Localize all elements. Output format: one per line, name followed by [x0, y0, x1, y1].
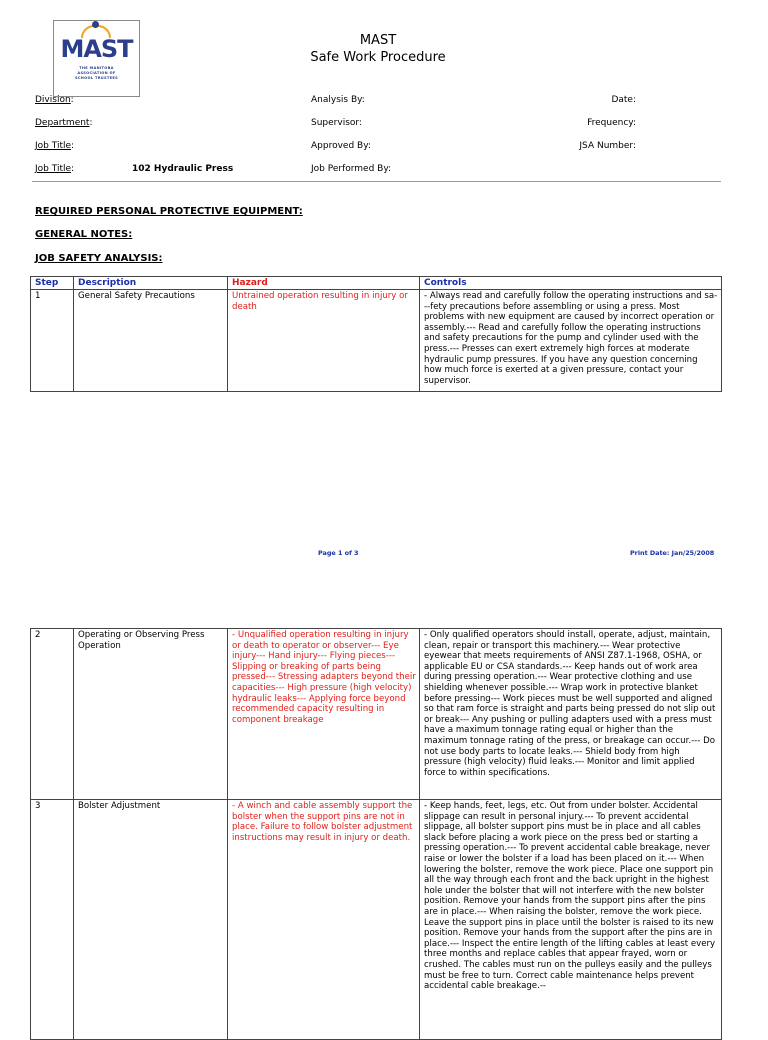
logo-wordmark: MAST [60, 35, 133, 63]
job-title-field: Job Title: [35, 141, 75, 151]
controls-cell: - Always read and carefully follow the operating instructions and sa---fety precautions before assembling or using a press. Most problems with new equipment are caused by incorrect operation or assembly.--- Read and carefully follow the operating instructions and safety precautions for the pump and cylinder used with the press.--- Presses can exert extremely high forces at moderate hydraulic pump pressures. If you have any question concerning how much force is exerted at a given pressure, contact your supervisor. [420, 290, 722, 392]
page-number: Page 1 of 3 [318, 549, 359, 557]
step-cell: 3 [31, 800, 74, 1040]
table-row [31, 629, 722, 800]
jsa-number-label: JSA Number: [579, 141, 636, 151]
document-org: MAST [359, 33, 397, 48]
print-date: Print Date: Jan/25/2008 [630, 549, 715, 557]
description-cell: Bolster Adjustment [74, 800, 228, 1040]
department-field: Department: [35, 118, 93, 128]
mast-logo [53, 20, 140, 97]
analysis-by-label: Analysis By: [311, 95, 365, 105]
table-header-row [31, 277, 722, 290]
supervisor-label: Supervisor: [311, 118, 362, 128]
document-title: Safe Work Procedure [310, 50, 446, 65]
frequency-label: Frequency: [587, 118, 636, 128]
hazard-cell: Untrained operation resulting in injury or death [228, 290, 420, 392]
hazard-column-header: Hazard [228, 277, 420, 290]
step-column-header: Step [31, 277, 74, 290]
general-notes-heading: GENERAL NOTES: [35, 229, 133, 240]
description-cell: General Safety Precautions [74, 290, 228, 392]
logo-dot-icon [92, 21, 99, 28]
date-label: Date: [611, 95, 636, 105]
approved-by-label: Approved By: [311, 141, 371, 151]
jsa-table-page-1 [30, 276, 722, 392]
description-column-header: Description [74, 277, 228, 290]
controls-cell: - Keep hands, feet, legs, etc. Out from under bolster. Accidental slippage can result in personal injury.--- To prevent accidental slippage, all bolster support pins must be in place and all cables slack before placing a work piece on the press bed or starting a pressing operation.--- To prevent accidental cable breakage, never raise or lower the bolster if a load has been placed on it.--- When lowering the bolster, remove the work piece. Place one support pin all the way through each front and the back upright in the highest hole under the bolster that will not interfere with the new bolster position. Remove your hands from the support pins after the pins are in place.--- When raising the bolster, remove the work piece. Leave the support pins in place until the bolster is raised to its new position. Remove your hands from the support after the pins are in place.--- Inspect the entire length of the lifting cables at least every three months and replace cables that appear frayed, worn or crushed. The cables must run on the pulleys easily and the pulleys must be free to turn. Correct cable maintenance helps prevent accidental cable breakage.-- [420, 800, 722, 1040]
job-title-value: 102 Hydraulic Press [132, 164, 234, 174]
jsa-heading: JOB SAFETY ANALYSIS: [35, 253, 163, 264]
job-title-field-2: Job Title: [35, 164, 75, 174]
description-cell: Operating or Observing Press Operation [74, 629, 228, 800]
jsa-table-page-2 [30, 628, 722, 1040]
job-performed-by-label: Job Performed By: [311, 164, 392, 174]
hazard-cell: - Unqualified operation resulting in injury or death to operator or observer--- Eye injury--- Hand injury--- Flying pieces--- Slipping or breaking of parts being pressed--- Stressing adapters beyond their capacities--- High pressure (high velocity) hydraulic leaks--- Applying force beyond recommended capacity resulting in component breakage [228, 629, 420, 800]
logo-tagline: THE MANITOBA ASSOCIATION OF SCHOOL TRUSTEES [74, 66, 119, 80]
controls-column-header: Controls [420, 277, 722, 290]
step-cell: 2 [31, 629, 74, 800]
hazard-cell: - A winch and cable assembly support the bolster when the support pins are not in place. Failure to follow bolster adjustment instructions may result in injury or death. [228, 800, 420, 1040]
ppe-heading: REQUIRED PERSONAL PROTECTIVE EQUIPMENT: [35, 206, 303, 217]
table-row [31, 290, 722, 392]
controls-cell: - Only qualified operators should install, operate, adjust, maintain, clean, repair or transport this machinery.--- Wear protective eyewear that meets requirements of ANSI Z87.1-1968, OSHA, or applicable EU or CSA standards.--- Keep hands out of work area during pressing operation.--- Wear protective clothing and use shielding whenever possible.--- Wrap work in protective blanket before pressing--- Work pieces must be well supported and aligned so that ram force is straight and parts being pressed do not slip out or break--- Any pushing or pulling adapters used with a press must have a maximum tonnage rating equal or higher than the maximum tonnage rating of the press, or breakage can occur.--- Do not use body parts to locate leaks.--- Shield body from high pressure (high velocity) fluid leaks.--- Monitor and limit applied force to within specifications. [420, 629, 722, 800]
header-divider [32, 181, 721, 182]
table-row [31, 800, 722, 1040]
step-cell: 1 [31, 290, 74, 392]
division-field: Division: [35, 95, 74, 105]
